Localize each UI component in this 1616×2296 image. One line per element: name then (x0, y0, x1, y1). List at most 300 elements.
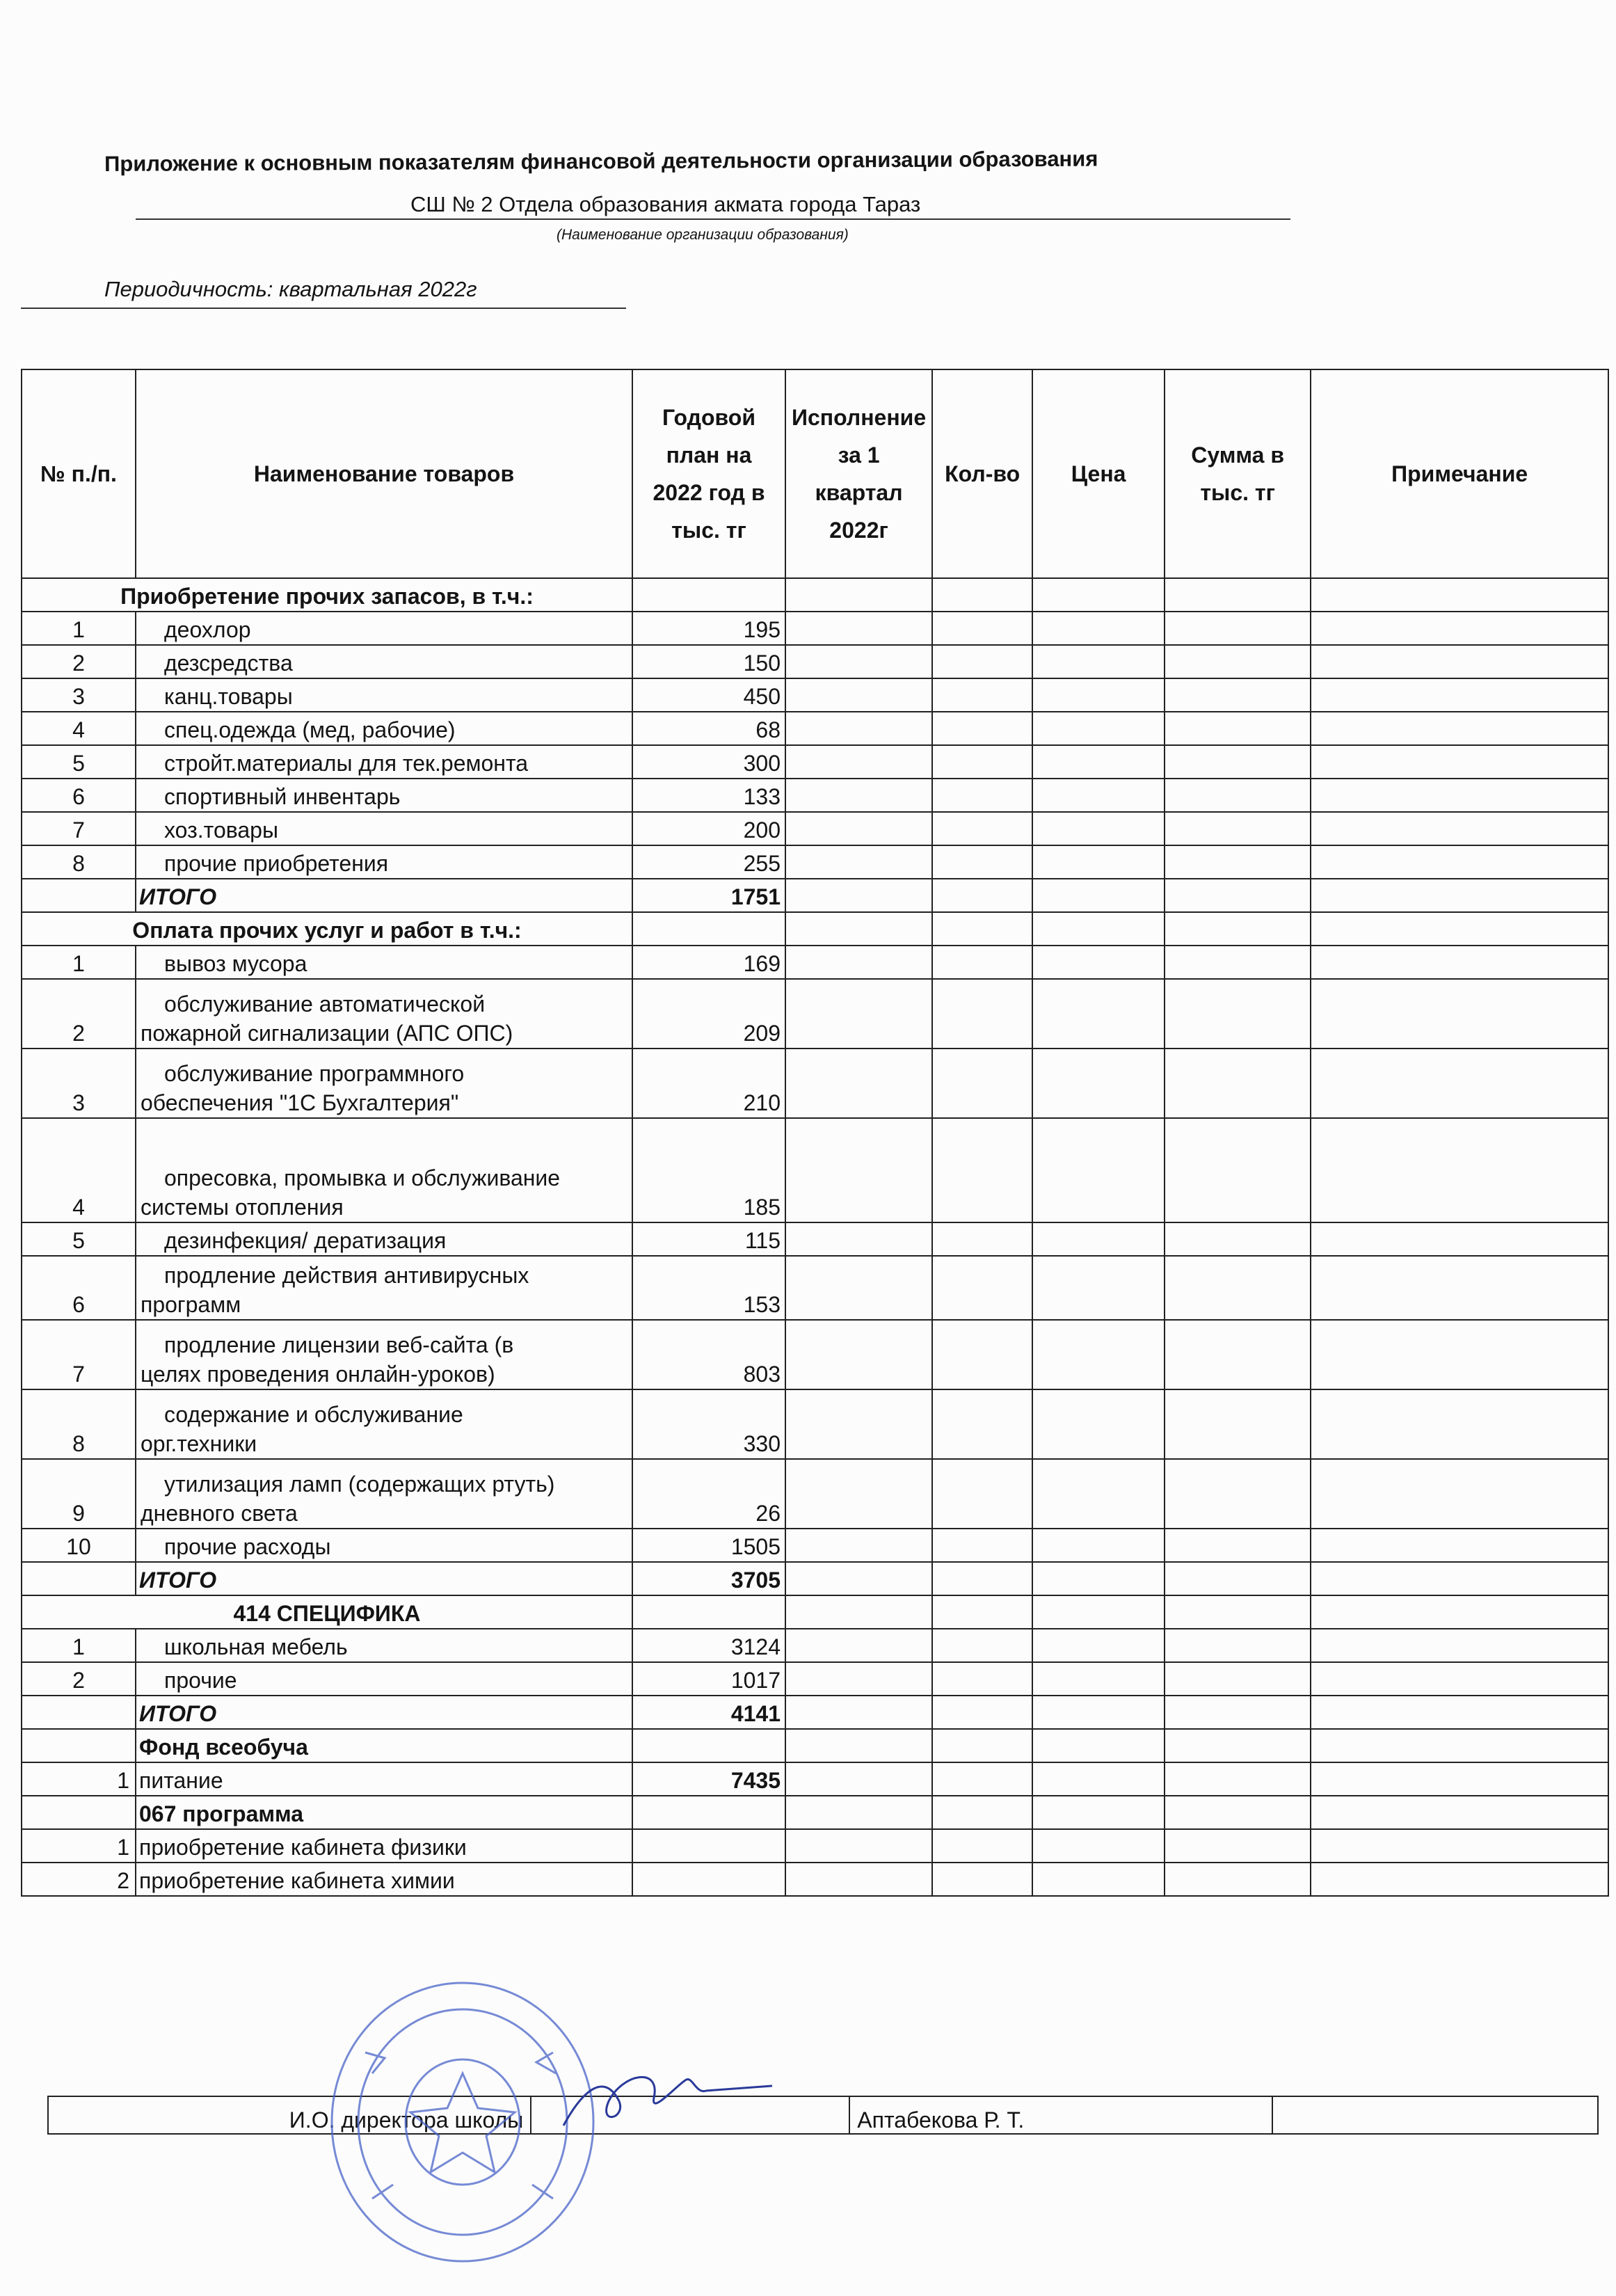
empty-cell (932, 1049, 1032, 1118)
table-row (22, 1796, 1608, 1829)
item-name-line-1: опресовка, промывка и обслуживание (164, 1165, 561, 1190)
empty-cell (1311, 1118, 1608, 1222)
empty-cell (1311, 745, 1608, 779)
table-row (22, 1459, 1608, 1529)
empty-cell (932, 712, 1032, 745)
table-row (22, 678, 1608, 712)
item-name (136, 1256, 632, 1320)
empty-cell (1311, 979, 1608, 1049)
empty-cell (1165, 845, 1311, 879)
empty-cell (1032, 812, 1165, 845)
plan-value: 1505 (632, 1529, 785, 1562)
item-name (136, 979, 632, 1049)
row-number: 4 (22, 712, 136, 745)
empty-cell (1311, 1762, 1608, 1796)
empty-cell (932, 1389, 1032, 1459)
row-number: 3 (22, 678, 136, 712)
empty-cell (1165, 979, 1311, 1049)
table-row (22, 745, 1608, 779)
empty-cell (785, 1662, 932, 1696)
plan-value: 68 (632, 712, 785, 745)
stamp-inner-ring (358, 2009, 567, 2235)
table-row (22, 946, 1608, 979)
col-execution: Исполнение за 1 квартал 2022г (785, 369, 932, 578)
table-header-row (22, 369, 1608, 578)
empty-cell (1032, 678, 1165, 712)
item-name (136, 1320, 632, 1389)
empty-cell (1311, 1562, 1608, 1595)
empty-cell (1032, 1629, 1165, 1662)
director-name: Аптабекова Р. Т. (849, 2096, 1272, 2134)
item-name: деохлор (136, 612, 632, 645)
plan-value: 210 (632, 1049, 785, 1118)
empty-cell (932, 678, 1032, 712)
table-row (22, 812, 1608, 845)
plan-value (632, 1829, 785, 1863)
empty-cell (785, 1118, 932, 1222)
blank-cell (1272, 2096, 1598, 2134)
empty-cell (1032, 912, 1165, 946)
item-name-line-2: обеспечения "1С Бухгалтерия" (141, 1090, 459, 1115)
empty-cell (1032, 745, 1165, 779)
section-heading: Оплата прочих услуг и работ в т.ч.: (22, 912, 632, 946)
total-label: ИТОГО (136, 1562, 632, 1595)
empty-cell (1032, 712, 1165, 745)
plan-value: 200 (632, 812, 785, 845)
empty-cell (1165, 1629, 1311, 1662)
empty-cell (1032, 1662, 1165, 1696)
empty-cell (785, 1595, 932, 1629)
empty-cell (785, 879, 932, 912)
total-value: 3705 (632, 1562, 785, 1595)
item-name: прочие расходы (136, 1529, 632, 1562)
empty-cell (932, 1595, 1032, 1629)
item-name-line-1: продление действия антивирусных (164, 1263, 529, 1288)
row-number: 1 (22, 1762, 136, 1796)
table-row (22, 1629, 1608, 1662)
total-label: ИТОГО (136, 879, 632, 912)
empty-cell (932, 779, 1032, 812)
plan-value: 115 (632, 1222, 785, 1256)
col-number: № п./п. (22, 369, 136, 578)
empty-cell (785, 745, 932, 779)
row-number: 2 (22, 979, 136, 1049)
plan-value: 300 (632, 745, 785, 779)
empty-cell (1165, 612, 1311, 645)
empty-cell (1165, 1049, 1311, 1118)
empty-cell (1165, 1863, 1311, 1896)
empty-cell (1165, 1829, 1311, 1863)
item-name-line-1: содержание и обслуживание (164, 1402, 463, 1427)
empty-cell (932, 1256, 1032, 1320)
item-name-line-2: системы отопления (141, 1195, 344, 1220)
section-heading: 414 СПЕЦИФИКА (22, 1595, 632, 1629)
row-number: 3 (22, 1049, 136, 1118)
stamp-emblem (410, 2073, 515, 2172)
col-quantity: Кол-во (932, 369, 1032, 578)
empty-cell (1032, 1222, 1165, 1256)
empty-cell (1311, 1829, 1608, 1863)
empty-cell (1165, 1796, 1311, 1829)
organization-caption: (Наименование организации образования) (557, 227, 849, 243)
empty-cell (1165, 1729, 1311, 1762)
plan-value: 185 (632, 1118, 785, 1222)
empty-cell (1032, 1562, 1165, 1595)
empty-cell (1032, 946, 1165, 979)
row-number: 2 (22, 1863, 136, 1896)
empty-cell (1311, 1796, 1608, 1829)
table-row (22, 1320, 1608, 1389)
empty-cell (1165, 1118, 1311, 1222)
plan-value: 1017 (632, 1662, 785, 1696)
periodicity-underline (21, 308, 626, 309)
empty-cell (1311, 1729, 1608, 1762)
plan-value: 3124 (632, 1629, 785, 1662)
table-row (22, 1729, 1608, 1762)
section-heading: Приобретение прочих запасов, в т.ч.: (22, 578, 632, 612)
empty-cell (932, 1829, 1032, 1863)
plan-value: 330 (632, 1389, 785, 1459)
empty-cell (1311, 1696, 1608, 1729)
number-cell (22, 1696, 136, 1729)
empty-cell (1032, 979, 1165, 1049)
col-note: Примечание (1311, 369, 1608, 578)
row-number: 1 (22, 612, 136, 645)
empty-cell (932, 1529, 1032, 1562)
table-row (22, 1562, 1608, 1595)
col-price: Цена (1032, 369, 1165, 578)
item-name-line-2: программ (141, 1292, 241, 1317)
empty-cell (1165, 1529, 1311, 1562)
table-row (22, 1595, 1608, 1629)
empty-cell (785, 1049, 932, 1118)
table-row (22, 779, 1608, 812)
empty-cell (1032, 1320, 1165, 1389)
empty-cell (785, 1389, 932, 1459)
row-number: 4 (22, 1118, 136, 1222)
empty-cell (1032, 612, 1165, 645)
stamp-outer-ring (332, 1983, 593, 2261)
signature-stroke (563, 2077, 772, 2126)
empty-cell (932, 1320, 1032, 1389)
number-cell (22, 879, 136, 912)
plan-value: 26 (632, 1459, 785, 1529)
row-number: 8 (22, 845, 136, 879)
empty-cell (1165, 1222, 1311, 1256)
empty-cell (785, 1529, 932, 1562)
empty-cell (1311, 578, 1608, 612)
item-name (136, 1459, 632, 1529)
table-row (22, 1389, 1608, 1459)
organization-name: СШ № 2 Отдела образования акмата города Тараз (410, 192, 921, 216)
empty-cell (1165, 1562, 1311, 1595)
stamp-text-texture (365, 2052, 556, 2199)
col-sum: Сумма в тыс. тг (1165, 369, 1311, 578)
table-row (22, 1049, 1608, 1118)
plan-value: 195 (632, 612, 785, 645)
item-name-line-2: целях проведения онлайн-уроков) (141, 1362, 495, 1387)
row-number: 2 (22, 1662, 136, 1696)
empty-cell (785, 812, 932, 845)
section-heading: 067 программа (136, 1796, 632, 1829)
empty-cell (1165, 1696, 1311, 1729)
row-number: 6 (22, 1256, 136, 1320)
row-number: 2 (22, 645, 136, 678)
empty-cell (1032, 1595, 1165, 1629)
empty-cell (1311, 845, 1608, 879)
empty-cell (785, 912, 932, 946)
empty-cell (932, 1762, 1032, 1796)
empty-cell (1311, 779, 1608, 812)
row-number: 6 (22, 779, 136, 812)
empty-cell (932, 812, 1032, 845)
organization-underline (136, 218, 1290, 220)
empty-cell (1165, 1662, 1311, 1696)
table-body (22, 578, 1608, 1896)
item-name: приобретение кабинета химии (136, 1863, 632, 1896)
empty-cell (1032, 645, 1165, 678)
empty-cell (1165, 912, 1311, 946)
empty-cell (1032, 1796, 1165, 1829)
empty-cell (1311, 1389, 1608, 1459)
empty-cell (785, 946, 932, 979)
empty-cell (932, 946, 1032, 979)
empty-cell (1165, 745, 1311, 779)
empty-cell (1311, 645, 1608, 678)
section-heading: Фонд всеобуча (136, 1729, 632, 1762)
empty-cell (932, 1729, 1032, 1762)
number-cell (22, 1729, 136, 1762)
row-number: 10 (22, 1529, 136, 1562)
empty-cell (1311, 946, 1608, 979)
row-number: 9 (22, 1459, 136, 1529)
plan-cell (632, 1796, 785, 1829)
col-annual-plan: Годовой план на 2022 год в тыс. тг (632, 369, 785, 578)
row-number: 5 (22, 745, 136, 779)
item-name: дезсредства (136, 645, 632, 678)
plan-value: 209 (632, 979, 785, 1049)
empty-cell (932, 745, 1032, 779)
item-name (136, 1049, 632, 1118)
empty-cell (1032, 1696, 1165, 1729)
empty-cell (1165, 1320, 1311, 1389)
empty-cell (1165, 1389, 1311, 1459)
empty-cell (932, 1696, 1032, 1729)
empty-cell (932, 1562, 1032, 1595)
empty-cell (1165, 578, 1311, 612)
plan-value: 153 (632, 1256, 785, 1320)
empty-cell (785, 1459, 932, 1529)
empty-cell (785, 1863, 932, 1896)
empty-cell (1032, 779, 1165, 812)
empty-cell (1311, 1256, 1608, 1320)
table-row (22, 612, 1608, 645)
empty-cell (1032, 1829, 1165, 1863)
empty-cell (785, 1320, 932, 1389)
director-signature (557, 2059, 779, 2136)
empty-cell (785, 1796, 932, 1829)
plan-value: 7435 (632, 1762, 785, 1796)
empty-cell (932, 1459, 1032, 1529)
empty-cell (785, 779, 932, 812)
empty-cell (785, 612, 932, 645)
document-title: Приложение к основным показателям финансовой деятельности организации образования (104, 146, 1098, 176)
empty-cell (785, 1629, 932, 1662)
table-row (22, 879, 1608, 912)
empty-cell (1032, 1459, 1165, 1529)
table-row (22, 1662, 1608, 1696)
table-row (22, 1222, 1608, 1256)
table-row (22, 979, 1608, 1049)
empty-cell (1165, 645, 1311, 678)
row-number: 7 (22, 1320, 136, 1389)
item-name: дезинфекция/ дератизация (136, 1222, 632, 1256)
item-name: прочие приобретения (136, 845, 632, 879)
empty-cell (1311, 678, 1608, 712)
empty-cell (932, 845, 1032, 879)
empty-cell (785, 1256, 932, 1320)
row-number: 8 (22, 1389, 136, 1459)
empty-cell (1032, 1863, 1165, 1896)
empty-cell (785, 979, 932, 1049)
table-row (22, 1256, 1608, 1320)
empty-cell (1032, 1118, 1165, 1222)
item-name-line-1: обслуживание программного (164, 1061, 465, 1086)
table-row (22, 1696, 1608, 1729)
item-name: спец.одежда (мед, рабочие) (136, 712, 632, 745)
empty-cell (1165, 1256, 1311, 1320)
empty-cell (932, 1863, 1032, 1896)
empty-cell (1165, 678, 1311, 712)
signature-row (47, 2096, 1599, 2135)
item-name: хоз.товары (136, 812, 632, 845)
empty-cell (785, 1762, 932, 1796)
empty-cell (1032, 845, 1165, 879)
table-row (22, 578, 1608, 612)
empty-cell (785, 1562, 932, 1595)
empty-cell (1311, 812, 1608, 845)
item-name-line-2: орг.техники (141, 1431, 257, 1456)
item-name: приобретение кабинета физики (136, 1829, 632, 1863)
total-value: 4141 (632, 1696, 785, 1729)
plan-cell (632, 1595, 785, 1629)
empty-cell (1032, 1529, 1165, 1562)
plan-value: 450 (632, 678, 785, 712)
empty-cell (932, 645, 1032, 678)
table-row (22, 1762, 1608, 1796)
director-position: И.О. директора школы (48, 2096, 531, 2134)
empty-cell (1311, 1529, 1608, 1562)
item-name-line-1: продление лицензии веб-сайта (в (164, 1332, 514, 1357)
item-name: стройт.материалы для тек.ремонта (136, 745, 632, 779)
empty-cell (1165, 812, 1311, 845)
item-name-line-1: утилизация ламп (содержащих ртуть) (164, 1472, 555, 1497)
item-name-line-1: обслуживание автоматической (164, 991, 486, 1017)
empty-cell (785, 1696, 932, 1729)
table-row (22, 1863, 1608, 1896)
table-row (22, 1529, 1608, 1562)
empty-cell (1032, 578, 1165, 612)
table-row (22, 1118, 1608, 1222)
table-row (22, 712, 1608, 745)
empty-cell (1311, 1863, 1608, 1896)
plan-value: 169 (632, 946, 785, 979)
expenses-table (21, 369, 1609, 1897)
empty-cell (1311, 1049, 1608, 1118)
item-name: питание (136, 1762, 632, 1796)
empty-cell (1311, 1629, 1608, 1662)
empty-cell (785, 1729, 932, 1762)
periodicity: Периодичность: квартальная 2022г (104, 277, 477, 301)
empty-cell (1165, 1459, 1311, 1529)
empty-cell (1032, 1049, 1165, 1118)
item-name-line-2: дневного света (141, 1501, 298, 1526)
plan-cell (632, 1729, 785, 1762)
empty-cell (932, 578, 1032, 612)
total-value: 1751 (632, 879, 785, 912)
table-row (22, 845, 1608, 879)
item-name: спортивный инвентарь (136, 779, 632, 812)
empty-cell (932, 1662, 1032, 1696)
empty-cell (1311, 1595, 1608, 1629)
plan-value: 255 (632, 845, 785, 879)
row-number: 1 (22, 1629, 136, 1662)
empty-cell (785, 845, 932, 879)
empty-cell (1311, 612, 1608, 645)
table-row (22, 1829, 1608, 1863)
plan-value: 150 (632, 645, 785, 678)
empty-cell (932, 879, 1032, 912)
empty-cell (1311, 1320, 1608, 1389)
empty-cell (1032, 1729, 1165, 1762)
empty-cell (1311, 1459, 1608, 1529)
empty-cell (785, 645, 932, 678)
empty-cell (1311, 1222, 1608, 1256)
empty-cell (1165, 712, 1311, 745)
item-name (136, 1118, 632, 1222)
row-number: 7 (22, 812, 136, 845)
empty-cell (1311, 912, 1608, 946)
item-name: канц.товары (136, 678, 632, 712)
item-name: вывоз мусора (136, 946, 632, 979)
empty-cell (1165, 1762, 1311, 1796)
empty-cell (932, 1222, 1032, 1256)
table-row (22, 645, 1608, 678)
empty-cell (1311, 1662, 1608, 1696)
plan-value (632, 1863, 785, 1896)
empty-cell (1165, 779, 1311, 812)
empty-cell (785, 1222, 932, 1256)
empty-cell (1032, 1762, 1165, 1796)
empty-cell (932, 979, 1032, 1049)
empty-cell (1311, 879, 1608, 912)
empty-cell (785, 578, 932, 612)
plan-cell (632, 912, 785, 946)
empty-cell (1311, 712, 1608, 745)
table-row (22, 912, 1608, 946)
row-number: 5 (22, 1222, 136, 1256)
item-name: прочие (136, 1662, 632, 1696)
row-number: 1 (22, 946, 136, 979)
plan-value: 133 (632, 779, 785, 812)
empty-cell (1165, 1595, 1311, 1629)
empty-cell (932, 612, 1032, 645)
item-name: школьная мебель (136, 1629, 632, 1662)
col-name: Наименование товаров (136, 369, 632, 578)
empty-cell (932, 1796, 1032, 1829)
empty-cell (785, 1829, 932, 1863)
plan-value: 803 (632, 1320, 785, 1389)
